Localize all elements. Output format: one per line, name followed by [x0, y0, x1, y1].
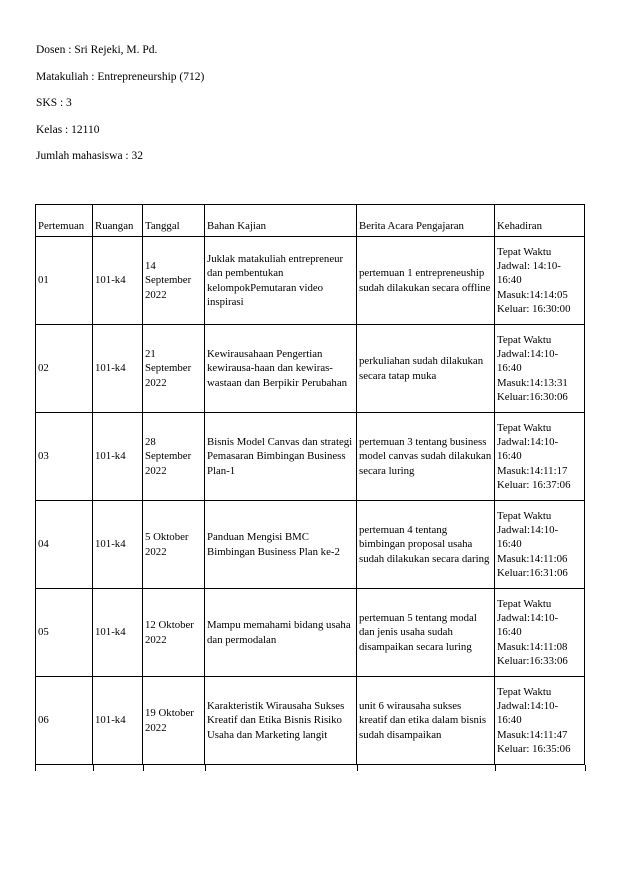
- attendance-status: Tepat Waktu: [497, 333, 552, 346]
- cell-tanggal: 12 Oktober 2022: [143, 589, 205, 677]
- cell-berita-acara: pertemuan 4 tentang bimbingan proposal usaha sudah dilakukan secara daring: [357, 501, 495, 589]
- cell-berita-acara: unit 6 wirausaha sukses kreatif dan etika dalam bisnis sudah disampaikan: [357, 677, 495, 765]
- lecturer-line: Dosen : Sri Rejeki, M. Pd.: [36, 44, 158, 56]
- cell-ruangan: 101-k4: [93, 413, 143, 501]
- cell-bahan-kajian: Mampu memahami bidang usaha dan permodalan: [205, 589, 357, 677]
- table-header-row: [36, 205, 585, 237]
- attendance-check-out: Keluar:16:33:06: [497, 654, 568, 667]
- student-count-line: Jumlah mahasiswa : 32: [36, 150, 143, 162]
- cell-berita-acara: pertemuan 1 entrepreneuship sudah dilakukan secara offline: [357, 237, 495, 325]
- table-row: [36, 325, 585, 413]
- column-header-bahan-kajian: Bahan Kajian: [205, 205, 357, 237]
- attendance-status: Tepat Waktu: [497, 245, 552, 258]
- column-header-tanggal: Tanggal: [143, 205, 205, 237]
- attendance-check-out: Keluar: 16:35:06: [497, 742, 571, 755]
- attendance-status: Tepat Waktu: [497, 685, 552, 698]
- attendance-check-in: Masuk:14:11:17: [497, 464, 568, 477]
- course-info-header: [36, 44, 204, 177]
- cell-ruangan: 101-k4: [93, 501, 143, 589]
- attendance-check-in: Masuk:14:13:31: [497, 376, 568, 389]
- column-header-ruangan: Ruangan: [93, 205, 143, 237]
- attendance-check-in: Masuk:14:11:06: [497, 552, 568, 565]
- cell-pertemuan: 04: [36, 501, 93, 589]
- cell-tanggal: 14 September 2022: [143, 237, 205, 325]
- continuation-tick: [495, 765, 496, 771]
- continuation-tick: [205, 765, 206, 771]
- cell-tanggal: 19 Oktober 2022: [143, 677, 205, 765]
- cell-kehadiran: [495, 237, 585, 325]
- attendance-check-out: Keluar: 16:30:00: [497, 302, 571, 315]
- course-line: Matakuliah : Entrepreneurship (712): [36, 70, 205, 83]
- column-header-berita-acara: Berita Acara Pengajaran: [357, 205, 495, 237]
- attendance-check-out: Keluar:16:31:06: [497, 566, 568, 579]
- cell-berita-acara: pertemuan 3 tentang business model canvas sudah dilakukan secara luring: [357, 413, 495, 501]
- cell-kehadiran: [495, 501, 585, 589]
- cell-pertemuan: 03: [36, 413, 93, 501]
- cell-bahan-kajian: Bisnis Model Canvas dan strategi Pemasaran Bimbingan Business Plan-1: [205, 413, 357, 501]
- cell-bahan-kajian: Panduan Mengisi BMC Bimbingan Business Plan ke-2: [205, 501, 357, 589]
- cell-ruangan: 101-k4: [93, 237, 143, 325]
- cell-bahan-kajian: Kewirausahaan Pengertian kewirausa-haan dan kewiras-wastaan dan Berpikir Perubahan: [205, 325, 357, 413]
- attendance-status: Tepat Waktu: [497, 509, 552, 522]
- cell-bahan-kajian: Juklak matakuliah entrepreneur dan pembentukan kelompokPemutaran video inspirasi: [205, 237, 357, 325]
- cell-pertemuan: 02: [36, 325, 93, 413]
- cell-tanggal: 28 September 2022: [143, 413, 205, 501]
- cell-ruangan: 101-k4: [93, 589, 143, 677]
- table-row: [36, 501, 585, 589]
- attendance-schedule: Jadwal:14:10-16:40: [497, 524, 559, 551]
- attendance-schedule: Jadwal: 14:10-16:40: [497, 260, 561, 287]
- column-header-kehadiran: Kehadiran: [495, 205, 585, 237]
- attendance-check-out: Keluar: 16:37:06: [497, 478, 571, 491]
- table-row: [36, 237, 585, 325]
- table-row: [36, 677, 585, 765]
- cell-ruangan: 101-k4: [93, 325, 143, 413]
- attendance-schedule: Jadwal:14:10-16:40: [497, 700, 559, 727]
- attendance-check-out: Keluar:16:30:06: [497, 390, 568, 403]
- cell-kehadiran: [495, 325, 585, 413]
- table-row: [36, 413, 585, 501]
- cell-bahan-kajian: Karakteristik Wirausaha Sukses Kreatif dan Etika Bisnis Risiko Usaha dan Marketing langit: [205, 677, 357, 765]
- cell-pertemuan: 01: [36, 237, 93, 325]
- cell-pertemuan: 06: [36, 677, 93, 765]
- cell-berita-acara: perkuliahan sudah dilakukan secara tatap muka: [357, 325, 495, 413]
- cell-kehadiran: [495, 413, 585, 501]
- attendance-status: Tepat Waktu: [497, 421, 552, 434]
- table-row: [36, 589, 585, 677]
- cell-pertemuan: 05: [36, 589, 93, 677]
- cell-ruangan: 101-k4: [93, 677, 143, 765]
- attendance-status: Tepat Waktu: [497, 597, 552, 610]
- attendance-check-in: Masuk:14:11:47: [497, 728, 568, 741]
- cell-tanggal: 21 September 2022: [143, 325, 205, 413]
- continuation-tick: [143, 765, 144, 771]
- attendance-check-in: Masuk:14:11:08: [497, 640, 568, 653]
- cell-tanggal: 5 Oktober 2022: [143, 501, 205, 589]
- class-line: Kelas : 12110: [36, 123, 100, 136]
- column-header-pertemuan: Pertemuan: [36, 205, 93, 237]
- attendance-schedule: Jadwal:14:10-16:40: [497, 348, 559, 375]
- attendance-check-in: Masuk:14:14:05: [497, 288, 568, 301]
- continuation-tick: [357, 765, 358, 771]
- cell-kehadiran: [495, 677, 585, 765]
- table-continuation: [35, 765, 586, 771]
- attendance-table: [35, 204, 585, 765]
- attendance-schedule: Jadwal:14:10-16:40: [497, 612, 559, 639]
- credits-line: SKS : 3: [36, 97, 72, 109]
- cell-berita-acara: pertemuan 5 tentang modal dan jenis usaha sudah disampaikan secara luring: [357, 589, 495, 677]
- cell-kehadiran: [495, 589, 585, 677]
- attendance-schedule: Jadwal:14:10-16:40: [497, 436, 559, 463]
- continuation-tick: [93, 765, 94, 771]
